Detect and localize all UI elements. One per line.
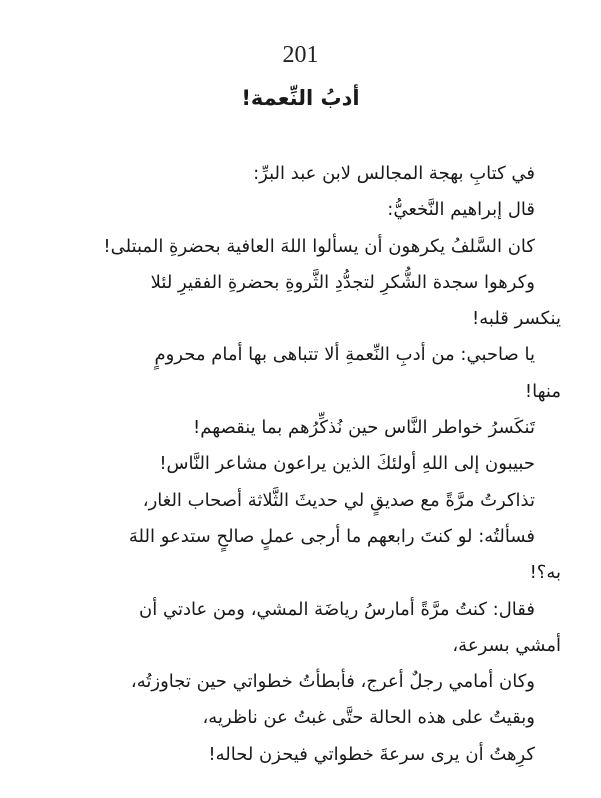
page-number: 201 <box>282 42 319 68</box>
text-line: منها! <box>524 380 561 402</box>
text-line: به؟! <box>529 562 561 584</box>
text-line: وكرهوا سجدة الشُّكرِ لتجدُّدِ الثَّروةِ بحضرةِ الفقيرِ لئلا <box>150 271 535 293</box>
body-text <box>33 156 561 773</box>
chapter-title: أدبُ النِّعمة! <box>241 86 360 110</box>
text-line: كان السَّلفُ يكرهون أن يسألوا اللهَ العافية بحضرةِ المبتلى! <box>103 235 535 257</box>
text-line: تَنكَسرُ خواطر النَّاس حين نُذكِّرُهم بما ينقصهم! <box>193 417 535 439</box>
text-line: تذاكرتُ مرَّةً مع صديقٍ لي حديثَ الثَّلاثة أصحاب الغار، <box>142 489 535 511</box>
text-line: وبقيتُ على هذه الحالة حتَّى غبتُ عن ناظريه، <box>202 707 535 729</box>
text-line: في كتابِ بهجة المجالس لابن عبد البرِّ: <box>253 163 535 184</box>
text-line: ينكسر قلبه! <box>472 308 561 330</box>
text-line: وكان أمامي رجلٌ أعرج، فأبطأتُ خطواتي حين تجاوزتُه، <box>130 671 535 693</box>
text-line: فقال: كنتُ مرَّةً أمارسُ رياضَة المشي، ومن عادتي أن <box>139 598 535 620</box>
text-line: كرِهتُ أن يرى سرعةَ خطواتي فيحزن لحاله! <box>208 743 535 765</box>
text-line: حبيبون إلى اللهِ أولئكَ الذين يراعون مشاعر النَّاس! <box>159 453 535 475</box>
text-line: فسألتُه: لو كنتَ رابعهم ما أرجى عملٍ صالحٍ ستدعو اللهَ <box>128 525 535 547</box>
text-line: يا صاحبي: من أدبِ النِّعمةِ ألا تتباهى بها أمام محرومٍ <box>154 344 535 366</box>
text-line: أمشي بسرعة، <box>452 634 561 656</box>
text-line: قال إبراهيم النَّخعيُّ: <box>387 199 535 221</box>
